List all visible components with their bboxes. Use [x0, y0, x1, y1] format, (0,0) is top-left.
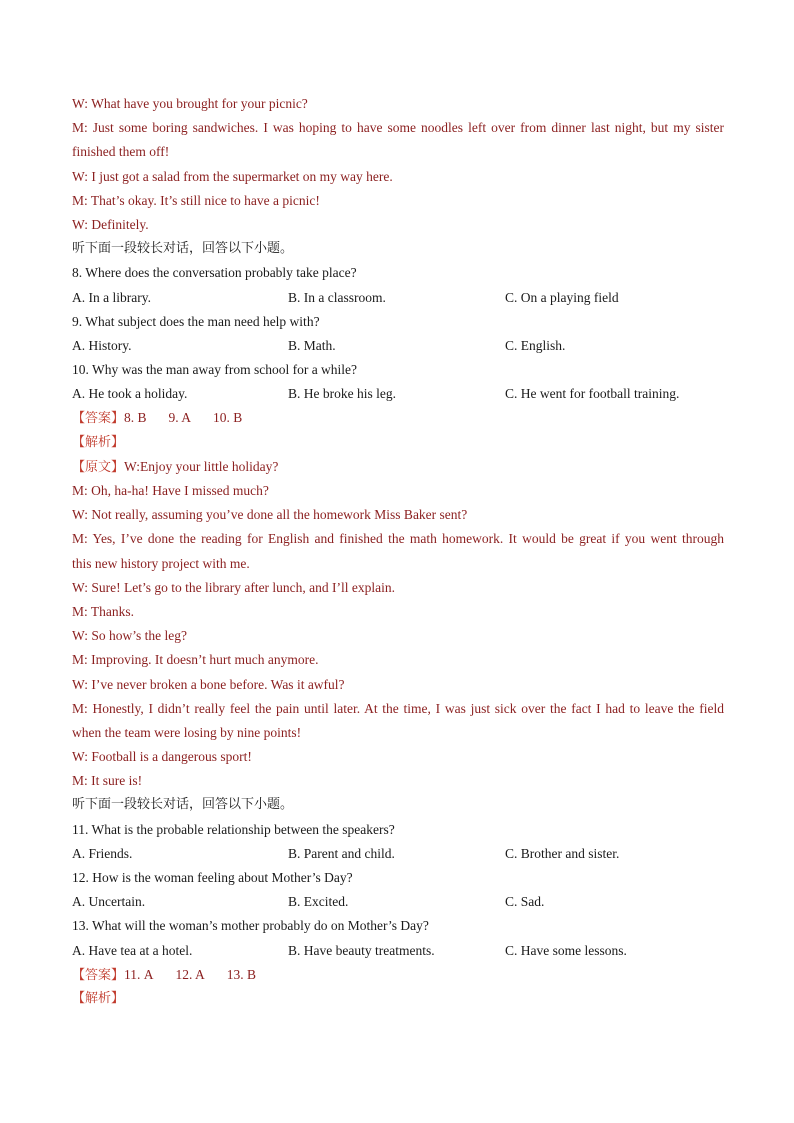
answer-line: [72, 406, 724, 430]
answer-label: 【答案】: [72, 411, 125, 427]
question-options: [72, 939, 724, 963]
dialogue-line: M: It sure is!: [72, 773, 143, 789]
option-c: C. English.: [505, 337, 566, 353]
dialogue-line: finished them off!: [72, 144, 170, 160]
answer-item: 10. B: [213, 410, 243, 426]
question-options: [72, 842, 724, 866]
answer-item: 13. B: [226, 966, 257, 982]
option-a: A. In a library.: [72, 289, 151, 305]
question-options: [72, 382, 724, 406]
dialogue-line: W: I just got a salad from the supermarket on my way here.: [72, 168, 393, 184]
option-b: B. In a classroom.: [288, 289, 386, 305]
option-b: B. Parent and child.: [288, 845, 395, 861]
dialogue-line: when the team were losing by nine points!: [72, 724, 302, 740]
question-text: 13. What will the woman’s mother probably do on Mother’s Day?: [72, 918, 429, 934]
dialogue-line: W: Football is a dangerous sport!: [72, 749, 252, 765]
dialogue-line: M: Thanks.: [72, 603, 135, 619]
dialogue-line: M: Yes, I’ve done the reading for English and finished the math homework. It would be great if you went through: [72, 531, 724, 547]
dialogue-line: this new history project with me.: [72, 555, 250, 571]
option-b: B. He broke his leg.: [288, 386, 396, 402]
option-c: C. Brother and sister.: [505, 845, 620, 861]
dialogue-line: W: I’ve never broken a bone before. Was it awful?: [72, 676, 345, 692]
question-group-2: [72, 818, 724, 963]
question-text: 9. What subject does the man need help with?: [72, 313, 320, 329]
dialogue-line: W: Definitely.: [72, 216, 149, 232]
dialogue-line: M: Just some boring sandwiches. I was hoping to have some noodles left over from dinner last night, but my sister: [72, 120, 724, 136]
dialogue-line: W: What have you brought for your picnic?: [72, 96, 308, 111]
option-a: A. Friends.: [72, 845, 133, 861]
answer-item: 8. B: [124, 410, 147, 426]
dialogue-2: [72, 455, 724, 794]
option-b: B. Math.: [288, 337, 336, 353]
transcript-label: 【原文】: [72, 459, 125, 475]
dialogue-line: M: Honestly, I didn’t really feel the pain until later. At the time, I was just sick over the fact I had to leave the field: [72, 700, 724, 716]
analysis-label: 【解析】: [72, 434, 125, 450]
option-c: C. He went for football training.: [505, 386, 680, 402]
question-text: 11. What is the probable relationship between the speakers?: [72, 821, 395, 837]
question-text: 10. Why was the man away from school for a while?: [72, 362, 358, 378]
option-a: A. He took a holiday.: [72, 386, 188, 402]
analysis-label: 【解析】: [72, 990, 125, 1006]
option-b: B. Excited.: [288, 894, 349, 910]
option-a: A. Have tea at a hotel.: [72, 942, 193, 958]
dialogue-line: W: Not really, assuming you’ve done all the homework Miss Baker sent?: [72, 507, 468, 523]
option-c: C. On a playing field: [505, 289, 619, 305]
answer-item: 9. A: [168, 410, 192, 426]
option-a: A. Uncertain.: [72, 894, 146, 910]
section-instruction: 听下面一段较长对话，回答以下小题。: [72, 797, 294, 813]
option-c: C. Sad.: [505, 894, 545, 910]
option-a: A. History.: [72, 337, 132, 353]
answer-item: 11. A: [124, 966, 154, 982]
question-text: 12. How is the woman feeling about Mother’s Day?: [72, 870, 353, 885]
dialogue-line: M: That’s okay. It’s still nice to have a picnic!: [72, 192, 320, 208]
question-group-1: [72, 261, 724, 406]
question-options: [72, 890, 724, 914]
answer-label: 【答案】: [72, 967, 125, 983]
question-text: 8. Where does the conversation probably take place?: [72, 265, 357, 281]
answer-line: [72, 963, 724, 987]
dialogue-text: W:Enjoy your little holiday?: [124, 458, 279, 474]
dialogue-line: M: Oh, ha-ha! Have I missed much?: [72, 483, 269, 498]
option-b: B. Have beauty treatments.: [288, 942, 435, 958]
section-instruction: 听下面一段较长对话，回答以下小题。: [72, 241, 294, 257]
question-options: [72, 334, 724, 358]
dialogue-line: W: So how’s the leg?: [72, 628, 187, 644]
dialogue-1: [72, 92, 724, 237]
dialogue-line: W: Sure! Let’s go to the library after lunch, and I’ll explain.: [72, 579, 396, 595]
document-page: [72, 92, 724, 1011]
question-options: [72, 286, 724, 310]
dialogue-line: M: Improving. It doesn’t hurt much anymore.: [72, 652, 319, 668]
dialogue-line: [72, 455, 724, 479]
option-c: C. Have some lessons.: [505, 942, 627, 958]
answer-item: 12. A: [175, 966, 205, 982]
